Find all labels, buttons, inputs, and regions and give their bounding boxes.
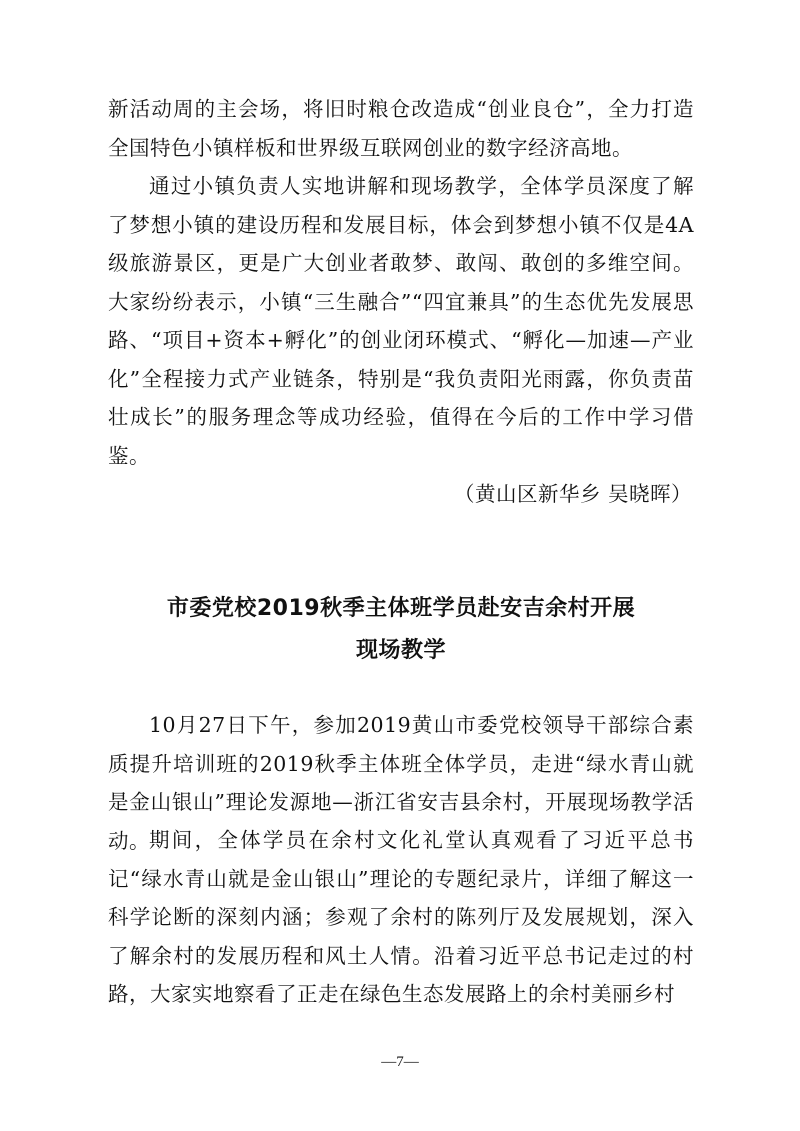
article-title [108,588,694,672]
paragraph-continuation: 新活动周的主会场，将旧时粮仓改造成“创业良仓”，全力打造全国特色小镇样板和世界级互联网创业的数字经济高地。 [108,97,694,160]
paragraph-event-details: 期间，全体学员在余村文化礼堂认真观看了习近平总书记“绿水青山就是金山银山”理论的专题纪录片，详细了解这一科学论断的深刻内涵；参观了余村的陈列厅及发展规划，深入了解余村的发展历程和风土人情。沿着习近平总书记走过的村路，大家实地察看了正走在绿色生态发展路上的余村美丽乡村 [108,828,694,1006]
paragraph-dream-town-summary: 通过小镇负责人实地讲解和现场教学，全体学员深度了解了梦想小镇的建设历程和发展目标，体会到梦想小镇不仅是4A级旅游景区，更是广大创业者敢梦、敢闯、敢创的多维空间。大家纷纷表示，小镇“三生融合”“四宜兼具”的生态优先发展思路、“项目+资本+孵化”的创业闭环模式、“孵化—加速—产业化”全程接力式产业链条，特别是“我负责阳光雨露，你负责苗壮成长”的服务理念等成功经验，值得在今后的工作中学习借鉴。 [108,174,694,468]
article-title-line-2: 现场教学 [355,638,446,663]
author-signature: （黄山区新华乡 吴晓晖） [453,482,692,506]
page-number: —7— [381,1054,419,1070]
article-title-line-1: 市委党校2019秋季主体班学员赴安吉余村开展 [166,596,636,621]
paragraph-event-intro: 10月27日下午，参加2019黄山市委党校领导干部综合素质提升培训班的2019秋季主体班全体学员，走进“绿水青山就是金山银山”理论发源地—浙江省安吉县余村，开展现场教学活动。 [108,713,694,853]
